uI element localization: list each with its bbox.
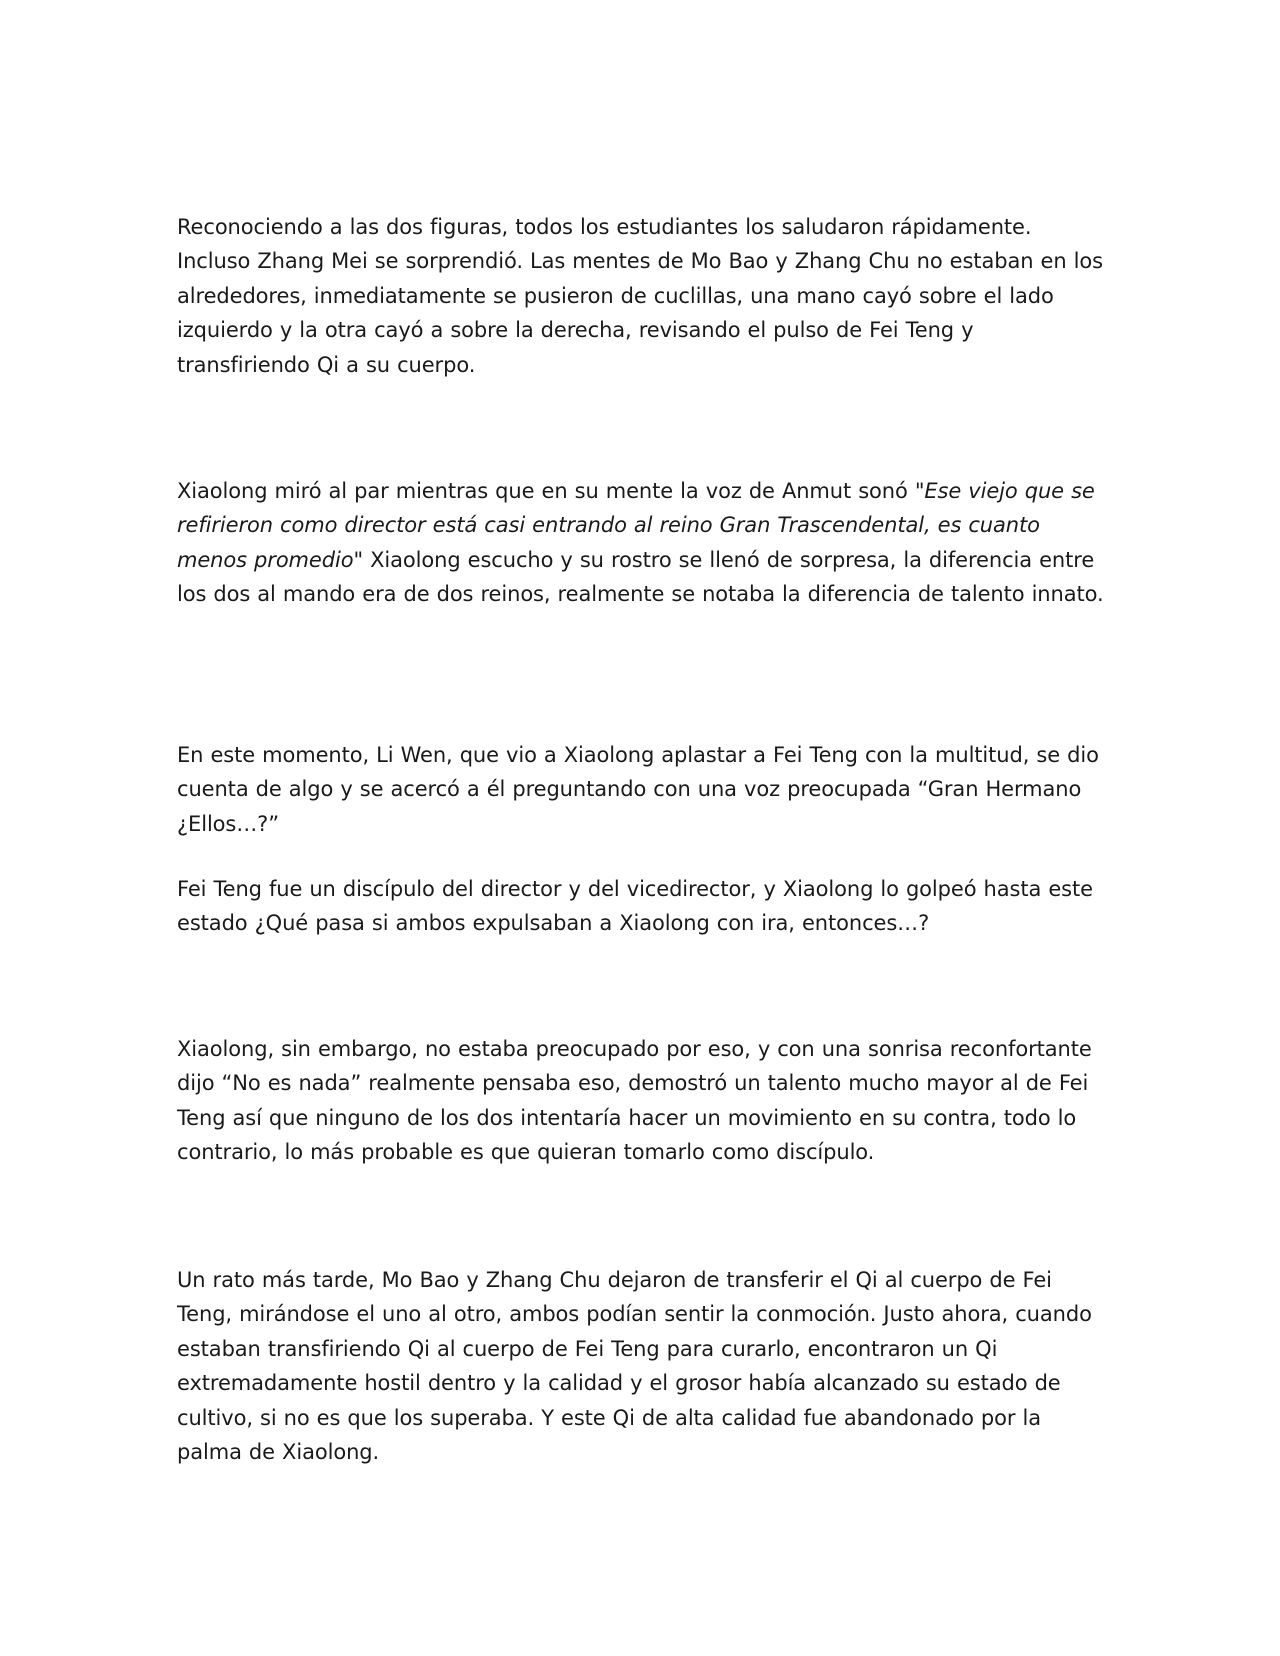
paragraph-4: Fei Teng fue un discípulo del director y del vicedirector, y Xiaolong lo golpeó hasta este estado ¿Qué pasa si ambos expulsaban a Xiaolong con ira, entonces…? xyxy=(177,877,1093,936)
paragraph-5: Xiaolong, sin embargo, no estaba preocupado por eso, y con una sonrisa reconfortante dijo “No es nada” realmente pensaba eso, demostró un talento mucho mayor al de Fei Teng así que ninguno de los dos intentaría hacer un movimiento en su contra, todo lo contrario, lo más probable es que quieran tomarlo como discípulo. xyxy=(177,1037,1092,1165)
paragraph-3: En este momento, Li Wen, que vio a Xiaolong aplastar a Fei Teng con la multitud, se dio cuenta de algo y se acercó a él preguntando con una voz preocupada “Gran Hermano ¿Ellos…?” xyxy=(177,743,1099,836)
paragraph-2-italic-quote: "Ese viejo que se refirieron como director está casi entrando al reino Gran Trascendental, es cuanto menos promedio" xyxy=(177,479,1095,572)
paragraph-6: Un rato más tarde, Mo Bao y Zhang Chu dejaron de transferir el Qi al cuerpo de Fei Teng, mirándose el uno al otro, ambos podían sentir la conmoción. Justo ahora, cuando estaban transfiriendo Qi al cuerpo de Fei Teng para curarlo, encontraron un Qi extremadamente hostil dentro y la calidad y el grosor había alcanzado su estado de cultivo, si no es que los superaba. Y este Qi de alta calidad fue abandonado por la palma de Xiaolong. xyxy=(177,1268,1092,1465)
paragraph-2 xyxy=(177,474,1107,612)
paragraph-1: Reconociendo a las dos figuras, todos los estudiantes los saludaron rápidamente. Incluso Zhang Mei se sorprendió. Las mentes de Mo Bao y Zhang Chu no estaban en los alrededores, inmediatamente se pusieron de cuclillas, una mano cayó sobre el lado izquierdo y la otra cayó a sobre la derecha, revisando el pulso de Fei Teng y transfiriendo Qi a su cuerpo. xyxy=(177,215,1103,377)
paragraph-2-before: Xiaolong miró al par mientras que en su mente la voz de Anmut sonó xyxy=(177,479,915,503)
paragraph-2-after: Xiaolong escucho y su rostro se llenó de sorpresa, la diferencia entre los dos al mando era de dos reinos, realmente se notaba la diferencia de talento innato. xyxy=(177,547,1104,607)
